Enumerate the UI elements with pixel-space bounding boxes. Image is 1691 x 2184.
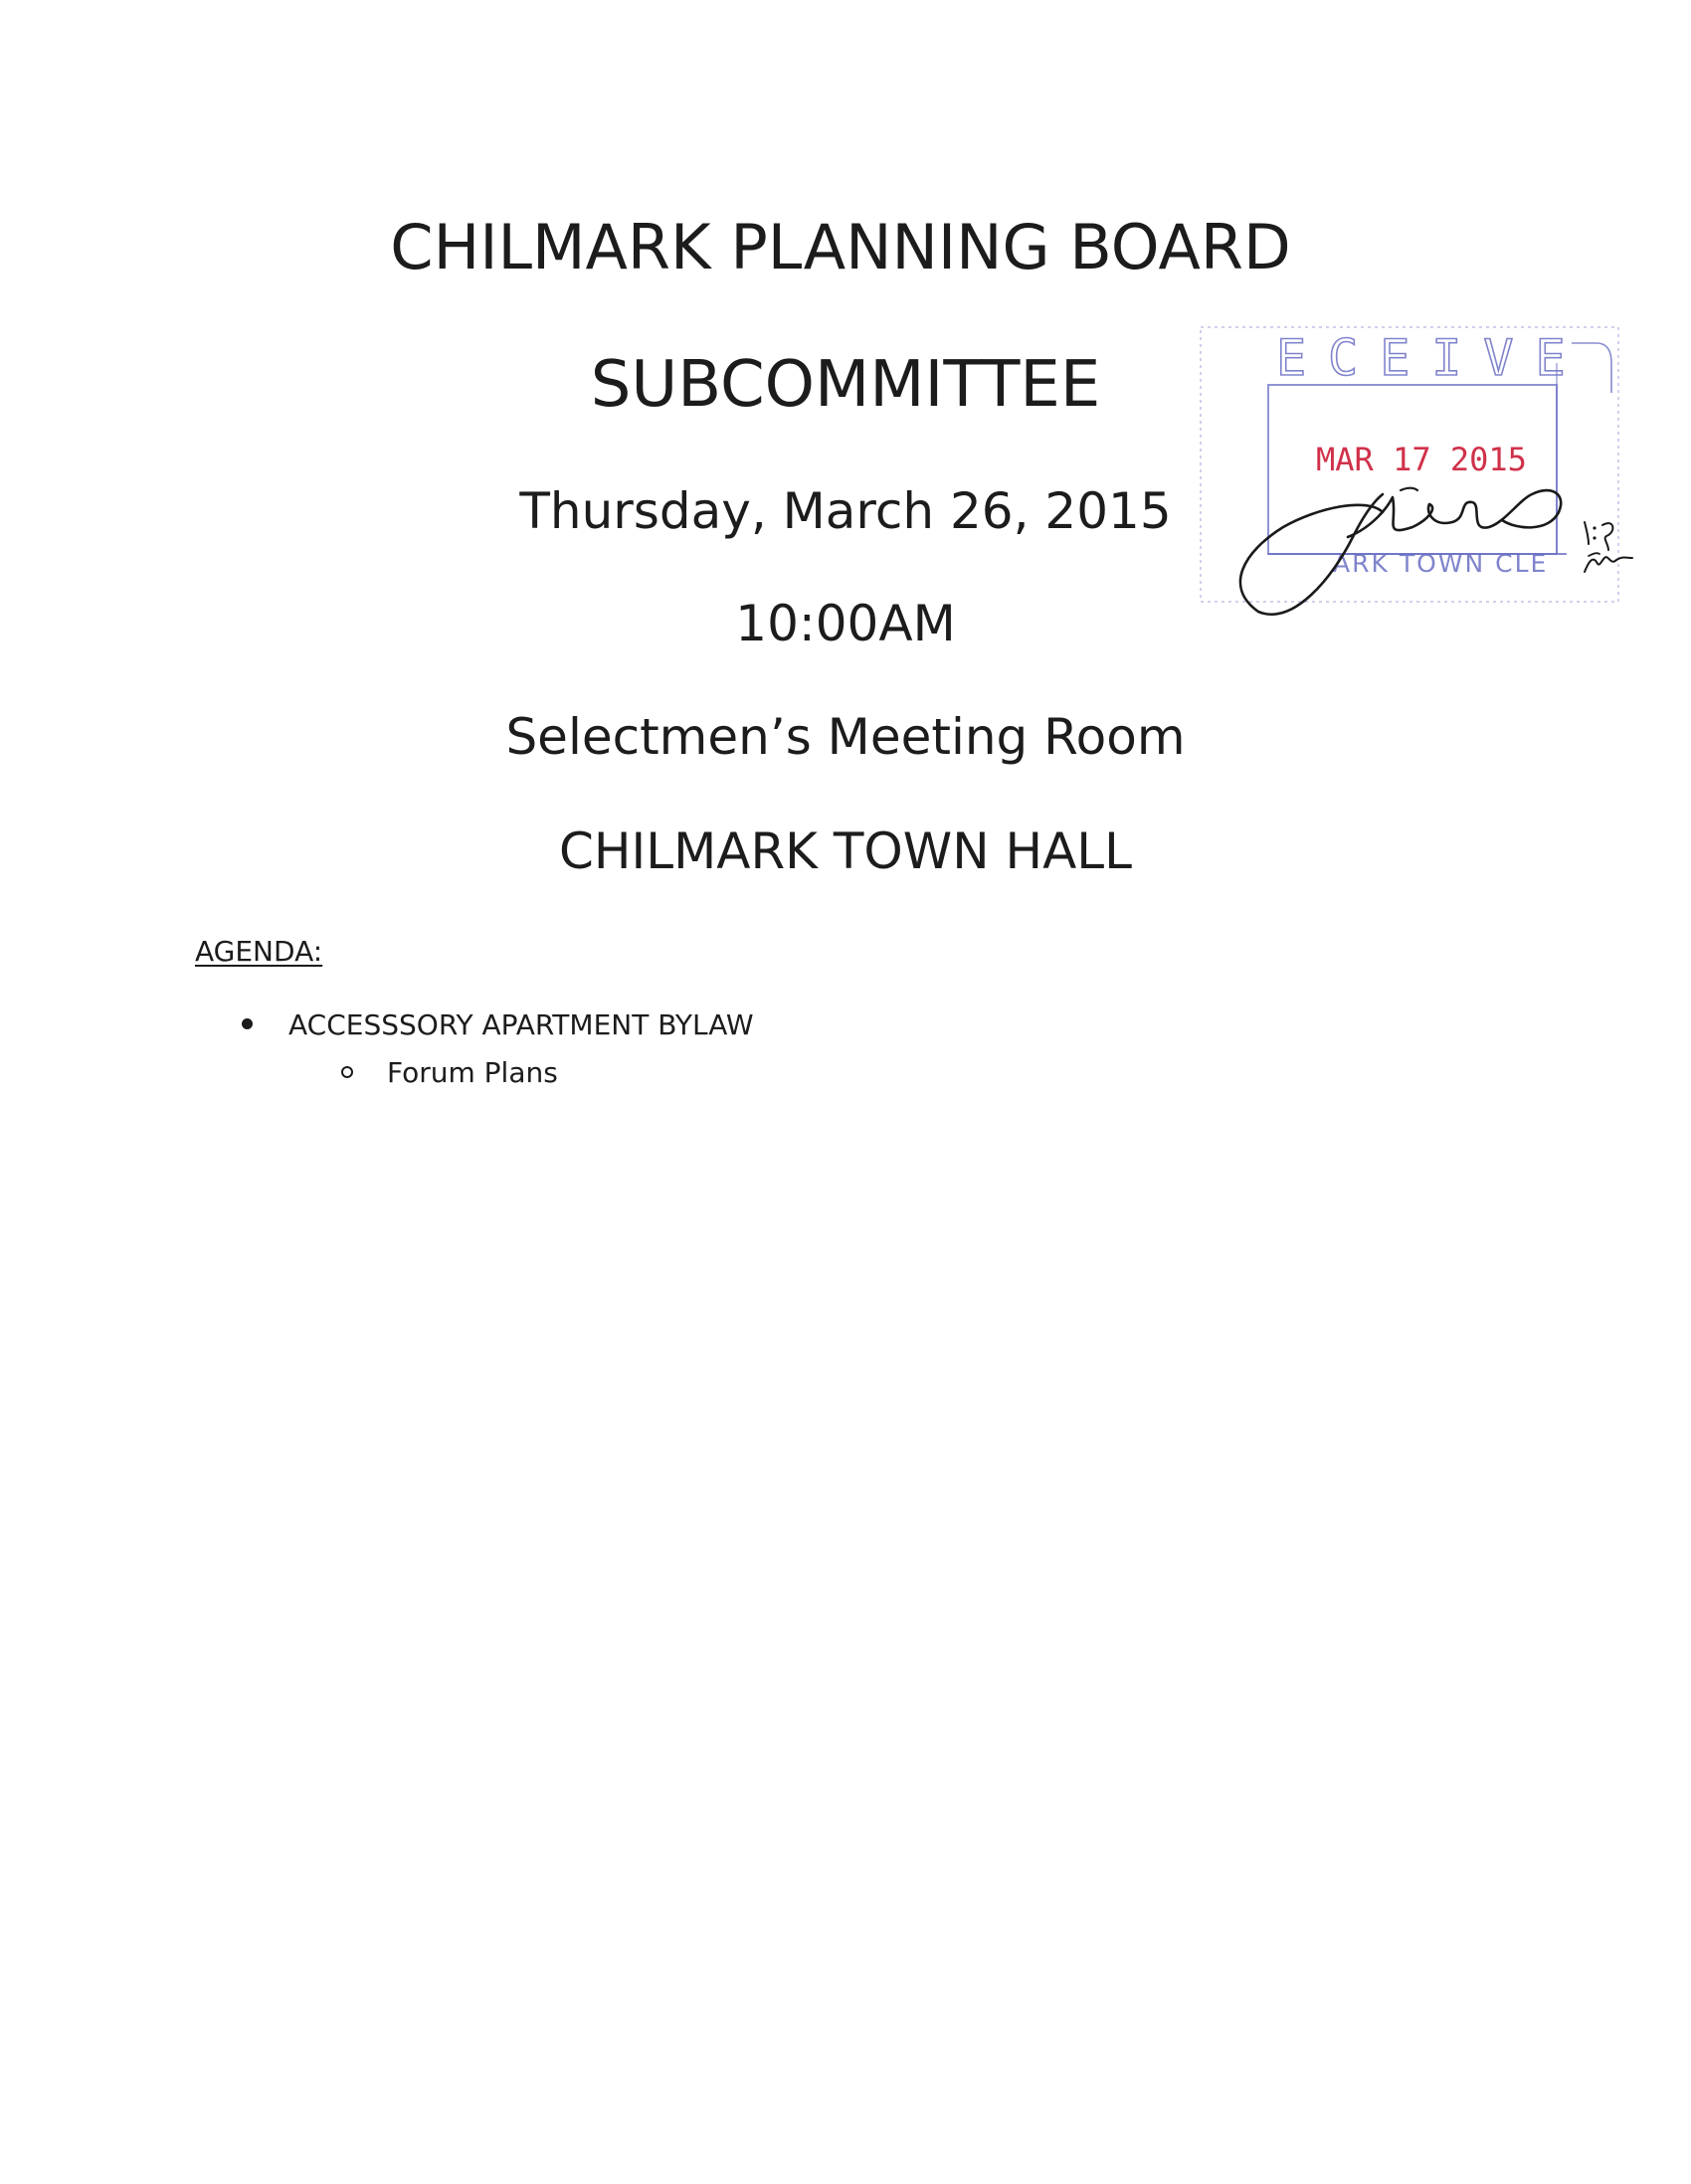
agenda-label: AGENDA: [195,935,323,968]
received-stamp [1199,323,1646,622]
meeting-date: Thursday, March 26, 2015 [519,482,1172,540]
subcommittee-title: SUBCOMMITTEE [590,348,1101,422]
meeting-time: 10:00AM [735,595,956,652]
meeting-room: Selectmen’s Meeting Room [505,708,1186,766]
stamp-office-text: ARK TOWN CLE [1333,549,1549,578]
bullet-dot-icon [242,1018,253,1029]
agenda-item [242,1008,754,1041]
handwritten-time-note [1585,522,1632,572]
bullet-circle-icon [341,1066,353,1078]
agenda-item-text: ACCESSSORY APARTMENT BYLAW [288,1008,754,1041]
meeting-venue: CHILMARK TOWN HALL [558,822,1133,880]
agenda-subitem-text: Forum Plans [387,1056,558,1089]
received-stamp-graphic [1199,323,1646,622]
stamp-date-text: MAR 17 2015 [1316,441,1527,478]
board-title: CHILMARK PLANNING BOARD [390,211,1291,283]
stamp-received-text: ECEIVE [1276,329,1588,387]
agenda-subitem [341,1056,558,1089]
